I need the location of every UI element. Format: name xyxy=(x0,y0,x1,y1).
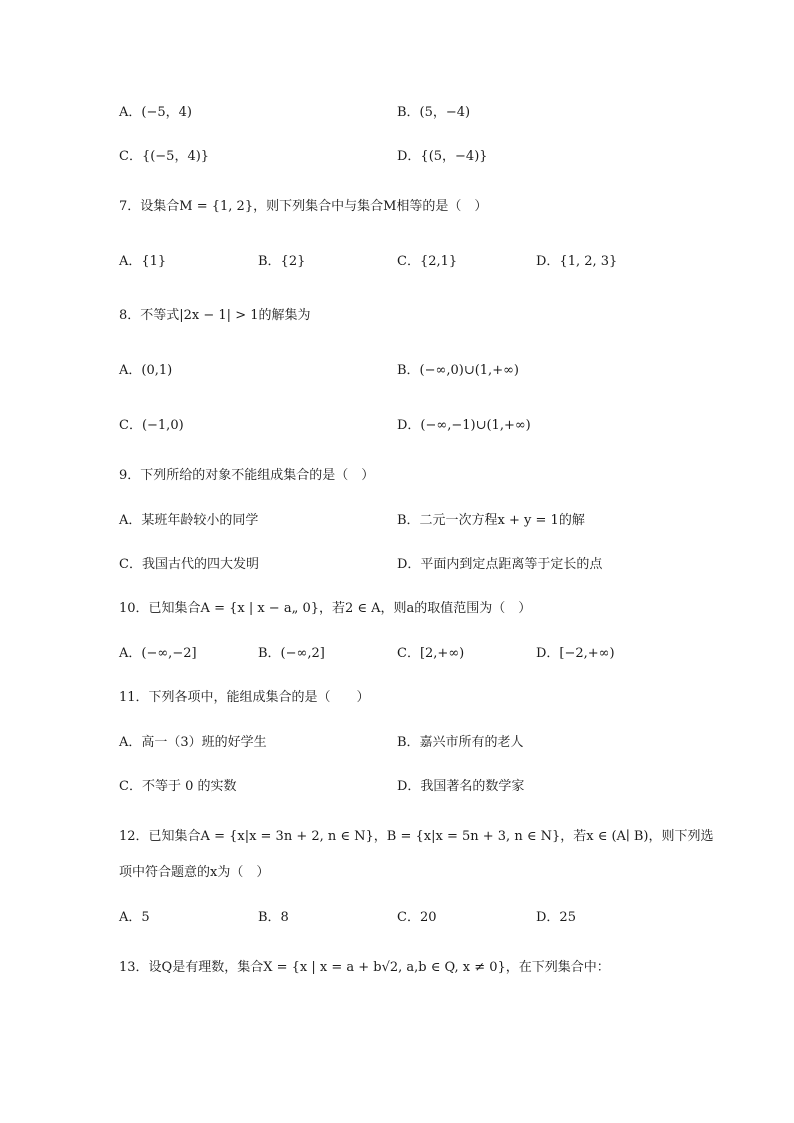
q12-option-a: A．5 xyxy=(119,910,150,925)
q11-option-b: B．嘉兴市所有的老人 xyxy=(397,735,524,750)
q7-stem: 7．设集合M = {1, 2}，则下列集合中与集合M相等的是（ ） xyxy=(119,199,488,214)
q6-option-a: A．(−5，4) xyxy=(119,105,192,120)
q10-option-a: A．(−∞,−2] xyxy=(119,646,197,661)
q10-option-d: D．[−2,+∞) xyxy=(536,646,615,661)
q12-stem-line1: 12．已知集合A = {x|x = 3n + 2, n ∈ N}，B = {x|x = 5n + 3, n ∈ N}，若x ∈ (A∣ B)，则下列选 xyxy=(119,829,714,844)
q6-option-d: D．{(5，−4)} xyxy=(397,149,488,164)
q7-option-a: A．{1} xyxy=(119,254,167,269)
q7-option-b: B．{2} xyxy=(258,254,306,269)
q10-stem: 10．已知集合A = {x | x − a„ 0}，若2 ∈ A，则a的取值范围为（ ） xyxy=(119,601,532,616)
q8-option-b: B．(−∞,0)∪(1,+∞) xyxy=(397,363,519,378)
q10-option-b: B．(−∞,2] xyxy=(258,646,325,661)
q11-option-d: D．我国著名的数学家 xyxy=(397,779,525,794)
q9-stem: 9．下列所给的对象不能组成集合的是（ ） xyxy=(119,468,375,483)
q6-option-b: B．(5，−4) xyxy=(397,105,471,120)
q12-stem-line2: 项中符合题意的x为（ ） xyxy=(119,865,270,880)
q8-option-a: A．(0,1) xyxy=(119,363,173,378)
q12-option-d: D．25 xyxy=(536,910,576,925)
q9-option-a: A．某班年龄较小的同学 xyxy=(119,513,259,528)
q11-option-c: C．不等于 0 的实数 xyxy=(119,779,237,794)
q9-option-b: B．二元一次方程x + y = 1的解 xyxy=(397,513,585,528)
q13-stem: 13．设Q是有理数，集合X = {x | x = a + b√2, a,b ∈ Q, x ≠ 0}，在下列集合中： xyxy=(119,960,610,975)
q12-option-c: C．20 xyxy=(397,910,437,925)
q8-option-c: C．(−1,0) xyxy=(119,418,184,433)
q7-option-d: D．{1, 2, 3} xyxy=(536,254,618,269)
q8-stem: 8．不等式|2x − 1| > 1的解集为 xyxy=(119,308,311,323)
q11-option-a: A．高一（3）班的好学生 xyxy=(119,735,267,750)
q9-option-d: D．平面内到定点距离等于定长的点 xyxy=(397,557,603,572)
q11-stem: 11．下列各项中，能组成集合的是（ ） xyxy=(119,690,370,705)
q7-option-c: C．{2,1} xyxy=(397,254,458,269)
q10-option-c: C．[2,+∞) xyxy=(397,646,465,661)
q9-option-c: C．我国古代的四大发明 xyxy=(119,557,259,572)
q12-option-b: B．8 xyxy=(258,910,289,925)
q8-option-d: D．(−∞,−1)∪(1,+∞) xyxy=(397,418,531,433)
q6-option-c: C．{(−5，4)} xyxy=(119,149,210,164)
